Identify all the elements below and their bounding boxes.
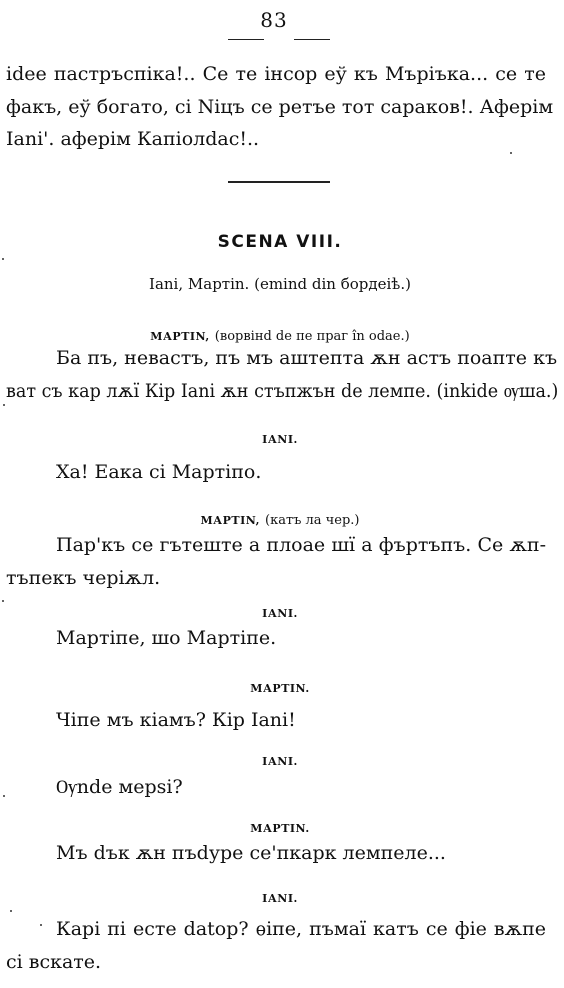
speaker-name: ІАNІ.	[262, 433, 298, 446]
speaker-name: МАРТІN,	[150, 330, 210, 343]
speaker-name: МАРТІN,	[200, 514, 260, 527]
scan-speck	[10, 910, 12, 912]
dialogue-line: Карі пі есте datop? ѳіпе, пъмаї катъ се фіе вѫпе	[56, 918, 546, 940]
dialogue-line: тъпекъ черіѫл.	[6, 567, 161, 589]
stage-direction: (ворвінd de пе праг în odae.)	[214, 329, 410, 344]
scan-speck	[40, 924, 42, 926]
opening-line-1: idee пастръспіка!.. Се те інсор еў къ Мъріъка... се те	[6, 63, 546, 85]
page-number: 83	[260, 8, 288, 32]
dialogue-line: сі вскате.	[6, 951, 102, 973]
speaker-name: ІАNІ.	[262, 607, 298, 620]
opening-line-2: факъ, еў богато, сі Nіцъ се ретъе тот сараков!. Аферім	[6, 96, 554, 118]
speaker-heading	[0, 750, 560, 769]
speaker-name: ІАNІ.	[262, 755, 298, 768]
speaker-heading	[0, 887, 560, 906]
dialogue-line: Чіпе мъ кіамъ? Кір Іani!	[56, 709, 296, 731]
speaker-heading	[0, 509, 560, 528]
scan-speck	[3, 404, 5, 406]
scan-speck	[2, 258, 4, 260]
section-separator	[228, 181, 330, 183]
scan-speck	[2, 600, 4, 602]
scene-title: SCENA VIII.	[217, 232, 343, 252]
dialogue-line: Ха! Еака сі Мартіпо.	[56, 461, 262, 483]
speaker-heading	[0, 817, 560, 836]
speaker-heading	[0, 677, 560, 696]
opening-line-3: Іani'. аферім Капіолdас!..	[6, 128, 260, 150]
scene-cast: Іani, Мартіn. (еmind din бордеіѣ.)	[149, 275, 411, 293]
speaker-heading	[0, 602, 560, 621]
page-number-rule-right	[294, 39, 330, 40]
dialogue-line: Пар'къ се гътеште а плоае шї а фъртъпъ. Се ѫп-	[56, 534, 546, 556]
speaker-heading	[0, 428, 560, 447]
speaker-name: МАРТІN.	[250, 822, 310, 835]
speaker-heading	[0, 325, 560, 344]
dialogue-line: Ба пъ, невастъ, пъ мъ аштепта ѫн астъ поапте къ	[56, 347, 558, 369]
scan-speck	[510, 152, 512, 154]
speaker-name: МАРТІN.	[250, 682, 310, 695]
dialogue-line: ват съ кар лѫї Кір Іani ѫн стъпжън de лемпе. (inkide ѹша.)	[6, 380, 559, 402]
stage-direction: (катъ ла чер.)	[265, 513, 360, 528]
dialogue-line: Ѹnde мерѕі?	[56, 776, 183, 798]
page-number-rule-left	[228, 39, 264, 40]
dialogue-line: Мъ dък ѫн пъdуре се'пкарк лемпеле...	[56, 842, 446, 864]
dialogue-line: Мартіпе, шо Мартіпе.	[56, 627, 277, 649]
speaker-name: ІАNІ.	[262, 892, 298, 905]
scan-speck	[3, 795, 5, 797]
